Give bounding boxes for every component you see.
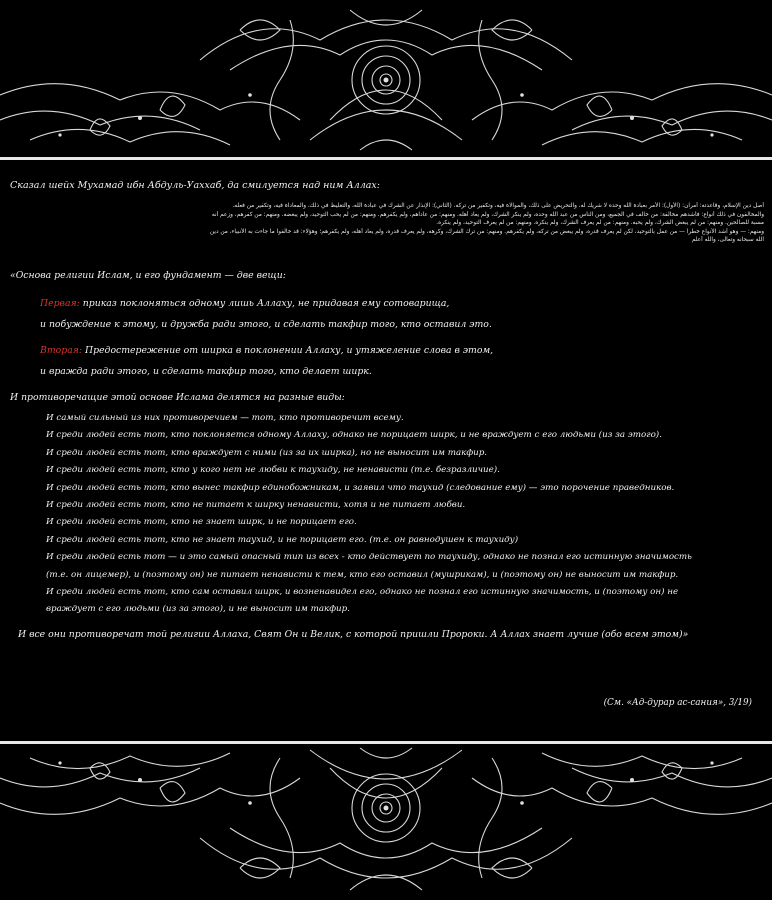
list-item: (т.е. он лицемер), и (поэтому он) не питает ненависти к тем, кто его оставил (мушрикам), и (поэтому он) не выносит им такфир. [46, 569, 679, 580]
citation: (См. «Ад-дурар ас-сания», 3/19) [603, 698, 752, 708]
list-item: И среди людей есть тот, кто не знает таухид, и не порицает его. (т.е. он равнодушен к таухиду) [46, 534, 519, 545]
conclusion-line: И все они противоречат той религии Аллаха, Свят Он и Велик, с которой пришли Пророки. А Аллах знает лучше (обо всем этом)» [18, 629, 689, 640]
first-line-1: приказ поклоняться одному лишь Аллаху, не придавая ему сотоварища, [79, 298, 450, 309]
list-item: И среди людей есть тот, кто не знает ширк, и не порицает его. [46, 517, 357, 528]
arabic-text [8, 202, 764, 245]
arabic-line: مسبة للصالحين. ومنهم: من لم يبغض الشرك، ولم يحبه. ومنهم: من لم يعرف الشرك، ولم ينكره. ومنهم: من لم يعرف التوحيد، ولم ينكره. [436, 220, 764, 227]
arabic-line: الله سبحانه وتعالى، والله أعلم [691, 237, 764, 244]
top-lace-ornament [0, 0, 772, 160]
top-divider [0, 157, 772, 160]
list-item: И среди людей есть тот, кто враждует с ними (из за их ширка), но не выносит им такфир. [46, 447, 488, 458]
list-item: И среди людей есть тот, кто поклоняется одному Аллаху, однако не порицает ширк, и не враждует с его людьми (из за этого). [46, 430, 662, 441]
intro-line: «Основа религии Ислам, и его фундамент — две вещи: [10, 270, 286, 281]
arabic-line: ومنهم: — وهو أشد الأنواع خطراً — من عمل بالتوحيد، لكن لم يعرف قدره، ولم يبغض من تركه، ولم يكفرهم. ومنهم: من ترك الشرك، وكرهه، ولم يعرف قدره، ولم يعاد أهله، ولم يكفرهم؛ وهؤلاء: قد خالفوا ما جاءت به الأنبياء، من دين [209, 228, 764, 235]
list-item: И среди людей есть тот, кто не питает к ширку ненависти, хотя и не питает любви. [46, 500, 466, 511]
list-item: И среди людей есть тот — и это самый опасный тип из всех - кто действует по таухиду, однако не познал его истинную значимость [46, 552, 692, 563]
second-line-2: и вражда ради этого, и сделать такфир того, кто делает ширк. [40, 366, 372, 377]
list-item: И среди людей есть тот, кто сам оставил ширк, и возненавидел его, однако не познал его истинную значимость, и (поэтому он) не [46, 587, 679, 598]
first-label: Первая: [40, 298, 80, 309]
types-list [46, 410, 761, 619]
second-line-1: Предостережение от ширка в поклонении Аллаху, и утяжеление слова в этом, [82, 345, 494, 356]
list-item: И среди людей есть тот, кто вынес такфир единобожникам, и заявил что таухид (следование ему) — это порочение праведников. [46, 482, 675, 493]
list-item: враждует с его людьми (из за этого), и не выносит им такфир. [46, 604, 350, 615]
arabic-line: أصل دين الإسلام، وقاعدته: أمران: (الأول): الأمر بعبادة الله وحده لا شريك له، والتحريض على ذلك، والموالاة فيه، وتكفير من تركه. (الثاني): الإنذار عن الشرك في عبادة الله، والتغليظ في ذلك، والمعاداة فيه، وتكفير من فعله. [232, 203, 764, 209]
first-principle [40, 293, 492, 335]
types-title: И противоречащие этой основе Ислама делятся на разные виды: [10, 392, 345, 403]
first-line-2: и побуждение к этому, и дружба ради этого, и сделать такфир того, кто оставил это. [40, 319, 492, 330]
author-heading: Сказал шейх Мухамад ибн Абдуль-Уаххаб, да смилуется над ним Аллах: [10, 180, 380, 191]
bottom-lace-ornament [0, 738, 772, 900]
second-label: Вторая: [40, 345, 83, 356]
list-item: И среди людей есть тот, кто у кого нет не любви к таухиду, не ненависти (т.е. безразличие). [46, 465, 500, 476]
arabic-line: والمخالفون في ذلك أنواع: فأشدهم مخالفة: من خالف في الجميع، ومن الناس من عبد الله وحده، ولم ينكر الشرك، ولم يعاد أهله. ومنهم: من عاداهم، ولم يكفرهم. ومنهم: من لم يحب التوحيد، ولم يبغضه. ومنهم: من كفرهم، وزعم أنه [211, 211, 764, 218]
second-principle [40, 340, 493, 382]
document-body [0, 172, 772, 732]
list-item: И самый сильный из них противоречием — тот, кто противоречит всему. [46, 413, 404, 423]
